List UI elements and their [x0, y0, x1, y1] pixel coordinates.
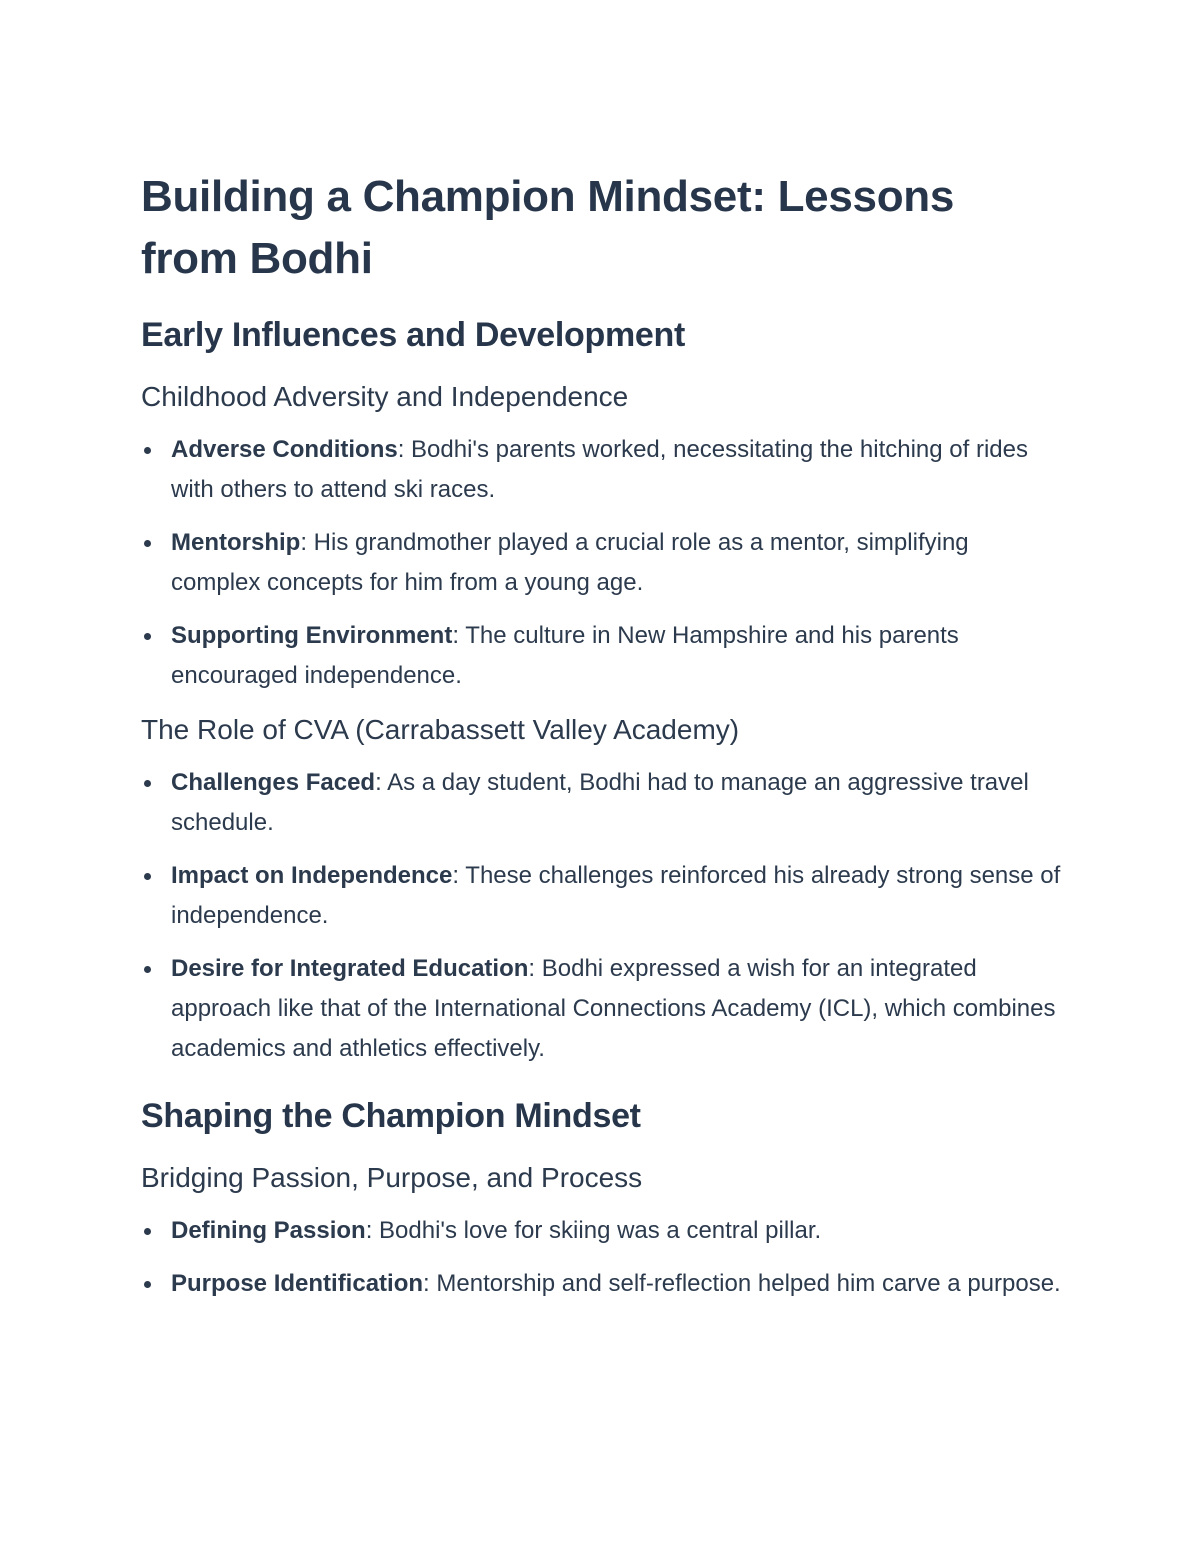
bullet-icon [144, 873, 151, 880]
subsection-heading: Childhood Adversity and Independence [141, 381, 629, 412]
item-term: Defining Passion [171, 1217, 366, 1244]
subsection-heading: The Role of CVA (Carrabassett Valley Academy) [141, 714, 740, 745]
item-term: Supporting Environment [171, 622, 453, 649]
bullet-icon [144, 540, 151, 547]
bullet-list [141, 1211, 1061, 1304]
bullet-icon [144, 966, 151, 973]
item-term: Impact on Independence [171, 862, 453, 889]
item-text: These challenges reinforced his already strong sense of independence. [171, 862, 1061, 929]
page-title: Building a Champion Mindset: Lessons from Bodhi [141, 172, 955, 283]
item-term: Purpose Identification [171, 1270, 424, 1297]
item-separator: : [375, 769, 388, 796]
bullet-icon [144, 1281, 151, 1288]
item-term: Challenges Faced [171, 769, 376, 796]
item-text: Bodhi expressed a wish for an integrated approach like that of the International Connections Academy (ICL), which combines academics and athletics effectively. [171, 955, 1056, 1062]
item-separator: : [423, 1270, 437, 1297]
list-item [141, 763, 1061, 843]
item-separator: : [300, 529, 314, 556]
item-text: Mentorship and self-reflection helped him carve a purpose. [436, 1270, 1061, 1297]
bullet-icon [144, 633, 151, 640]
item-term: Mentorship [171, 529, 301, 556]
list-item [141, 523, 1061, 603]
bullet-list [141, 763, 1061, 1069]
item-separator: : [365, 1217, 380, 1244]
bullet-list [141, 430, 1061, 696]
section-heading: Early Influences and Development [141, 316, 686, 354]
list-item [141, 1264, 1061, 1304]
item-separator: : [452, 622, 466, 649]
document-page [141, 166, 1061, 1304]
item-separator: : [528, 955, 542, 982]
item-term: Desire for Integrated Education [171, 955, 529, 982]
list-item [141, 949, 1061, 1069]
bullet-icon [144, 1228, 151, 1235]
item-separator: : [397, 436, 412, 463]
subsection-heading: Bridging Passion, Purpose, and Process [141, 1162, 643, 1193]
item-separator: : [452, 862, 466, 889]
list-item [141, 856, 1061, 936]
bullet-icon [144, 447, 151, 454]
item-term: Adverse Conditions [171, 436, 398, 463]
list-item [141, 616, 1061, 696]
item-text: Bodhi's parents worked, necessitating the hitching of rides with others to attend ski races. [171, 436, 1028, 503]
list-item [141, 1211, 1061, 1251]
bullet-icon [144, 780, 151, 787]
item-text: As a day student, Bodhi had to manage an aggressive travel schedule. [171, 769, 1029, 836]
item-text: His grandmother played a crucial role as a mentor, simplifying complex concepts for him from a young age. [171, 529, 969, 596]
list-item [141, 430, 1061, 510]
item-text: Bodhi's love for skiing was a central pillar. [379, 1217, 822, 1244]
section-heading: Shaping the Champion Mindset [141, 1097, 641, 1135]
item-text: The culture in New Hampshire and his parents encouraged independence. [171, 622, 959, 689]
